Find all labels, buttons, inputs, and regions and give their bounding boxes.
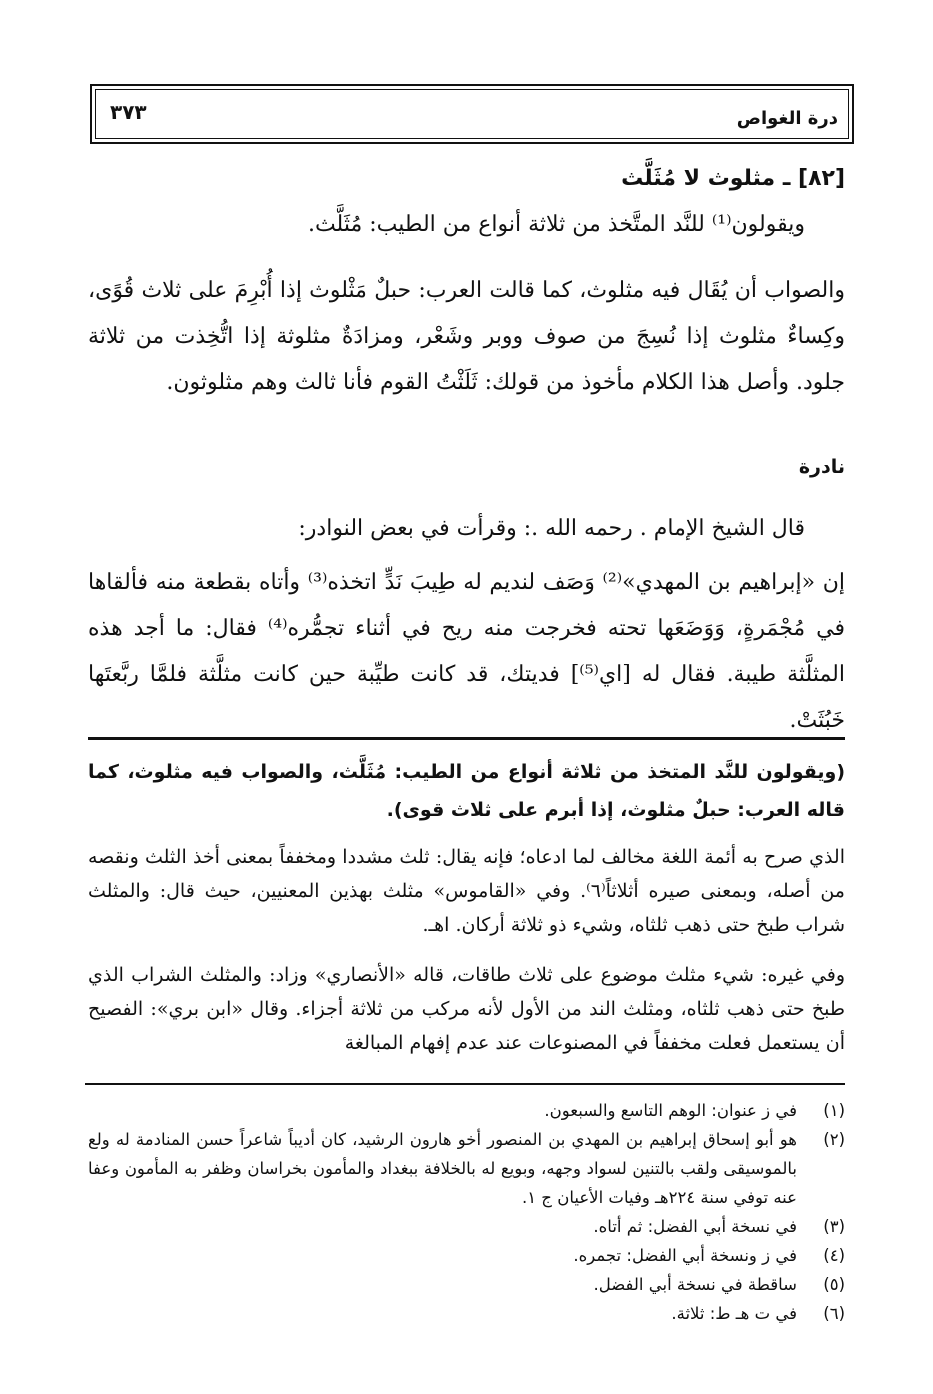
entry-paragraph-4: إن «إبراهيم بن المهدي»⁽²⁾ وَصَف لنديم له طِيبَ نَدٍّ اتخذه⁽³⁾ وأتاه بقطعة منه فألقاها في مُجْمَرةٍ، وَوَضَعَها تحته فخرجت منه ريح في أثناء تجمُّره⁽⁴⁾ فقال: ما أجد هذه المثلَّثة طيبة. فقال له [اي⁽⁵⁾] فديتك، قد كانت طيِّبة حين كانت مثلَّثة فلمَّا ربَّعتَها خَبُثَتْ.	[88, 570, 845, 733]
footnote-divider	[85, 1083, 845, 1085]
footnote-text: في نسخة أبي الفضل: ثم أتاه.	[593, 1217, 797, 1236]
footnote-number: (٤)	[823, 1246, 845, 1265]
entry-heading: [٨٢] ـ مثلوث لا مُثَلَّث	[621, 166, 845, 191]
footnote	[88, 1299, 845, 1328]
footnote	[88, 1241, 845, 1270]
footnote	[88, 1212, 845, 1241]
running-title: درة الغواص	[736, 108, 838, 129]
footnote	[88, 1125, 845, 1212]
footnote-text: في ز عنوان: الوهم التاسع والسبعون.	[544, 1101, 797, 1120]
entry-paragraph-1: ويقولون⁽¹⁾ للنَّد المتَّخذ من ثلاثة أنواع من الطيب: مُثَلَّث.	[307, 212, 805, 237]
footnote-number: (٦)	[823, 1304, 845, 1323]
entry-paragraph-3: قال الشيخ الإمام . رحمه الله .: وقرأت في بعض النوادر:	[298, 516, 805, 541]
footnote-text: في ز ونسخة أبي الفضل: تجمره.	[573, 1246, 797, 1265]
page-number: ٣٧٣	[110, 100, 147, 124]
entry-paragraph-2: والصواب أن يُقَال فيه مثلوث، كما قالت العرب: حبلٌ مَثْلوث إذا أُبْرِمَ على ثلاث قُوًى، وكِساءٌ مثلوث إذا نُسِجَ من صوف ووبر وشَعْر، ومزادَةٌ مثلوثة إذا اتُّخِذت من ثلاثة جلود. وأصل هذا الكلام مأخوذ من قولك: ثَلَثْتُ القوم فأنا ثالث وهم مثلوثون.	[88, 278, 845, 395]
footnote-number: (١)	[823, 1101, 845, 1120]
footnote-text: هو أبو إسحاق إبراهيم بن المهدي بن المنصور أخو هارون الرشيد، كان أديباً شاعراً حسن المنادمة له ولع بالموسيقى ولقب بالتنين لسواد وجهه، وبويع له بالخلافة ببغداد والمأمون بخراسان وظفر به المأمون وعفا عنه توفي سنة ٢٢٤هـ وفيات الأعيان ج ١.	[88, 1130, 797, 1207]
footnote-number: (٥)	[823, 1275, 845, 1294]
footnote-number: (٢)	[823, 1130, 845, 1149]
commentary-paragraph-1: الذي صرح به أئمة اللغة مخالف لما ادعاه؛ فإنه يقال: ثلث مشددا ومخففاً بمعنى أخذ الثلث ونقصه من أصله، وبمعنى صيره أثلاثاً⁽٦⁾. وفي «القاموس» مثلث بهذين المعنيين، حيث قال: والمثلث شراب طبخ حتى ذهب ثلثاه، وشيء ذو ثلاثة أركان. اهـ.	[88, 846, 845, 936]
main-divider	[88, 737, 845, 740]
footnote	[88, 1270, 845, 1299]
commentary-quote: (ويقولون للنَّد المتخذ من ثلاثة أنواع من الطيب: مُثَلَّث، والصواب فيه مثلوث، كما قاله العرب: حبلٌ مثلوث، إذا أبرم على ثلاث قوى).	[88, 761, 845, 821]
footnote-text: ساقطة في نسخة أبي الفضل.	[593, 1275, 797, 1294]
footnote-number: (٣)	[823, 1217, 845, 1236]
page-header	[90, 84, 854, 144]
commentary-paragraph-2: وفي غيره: شيء مثلث موضوع على ثلاث طاقات، قاله «الأنصاري» وزاد: والمثلث الشراب الذي طبخ حتى ذهب ثلثاه، ومثلث الند من الأول لأنه مركب من ثلاثة أجزاء. وقال «ابن بري»: الفصيح أن يستعمل فعلت مخففاً في المصنوعات عند عدم إفهام المبالغة	[88, 964, 845, 1054]
footnote-list	[88, 1096, 845, 1328]
section-label: نادرة	[798, 456, 845, 478]
footnote-text: في ت هـ ط: ثلاثة.	[671, 1304, 797, 1323]
footnote	[88, 1096, 845, 1125]
